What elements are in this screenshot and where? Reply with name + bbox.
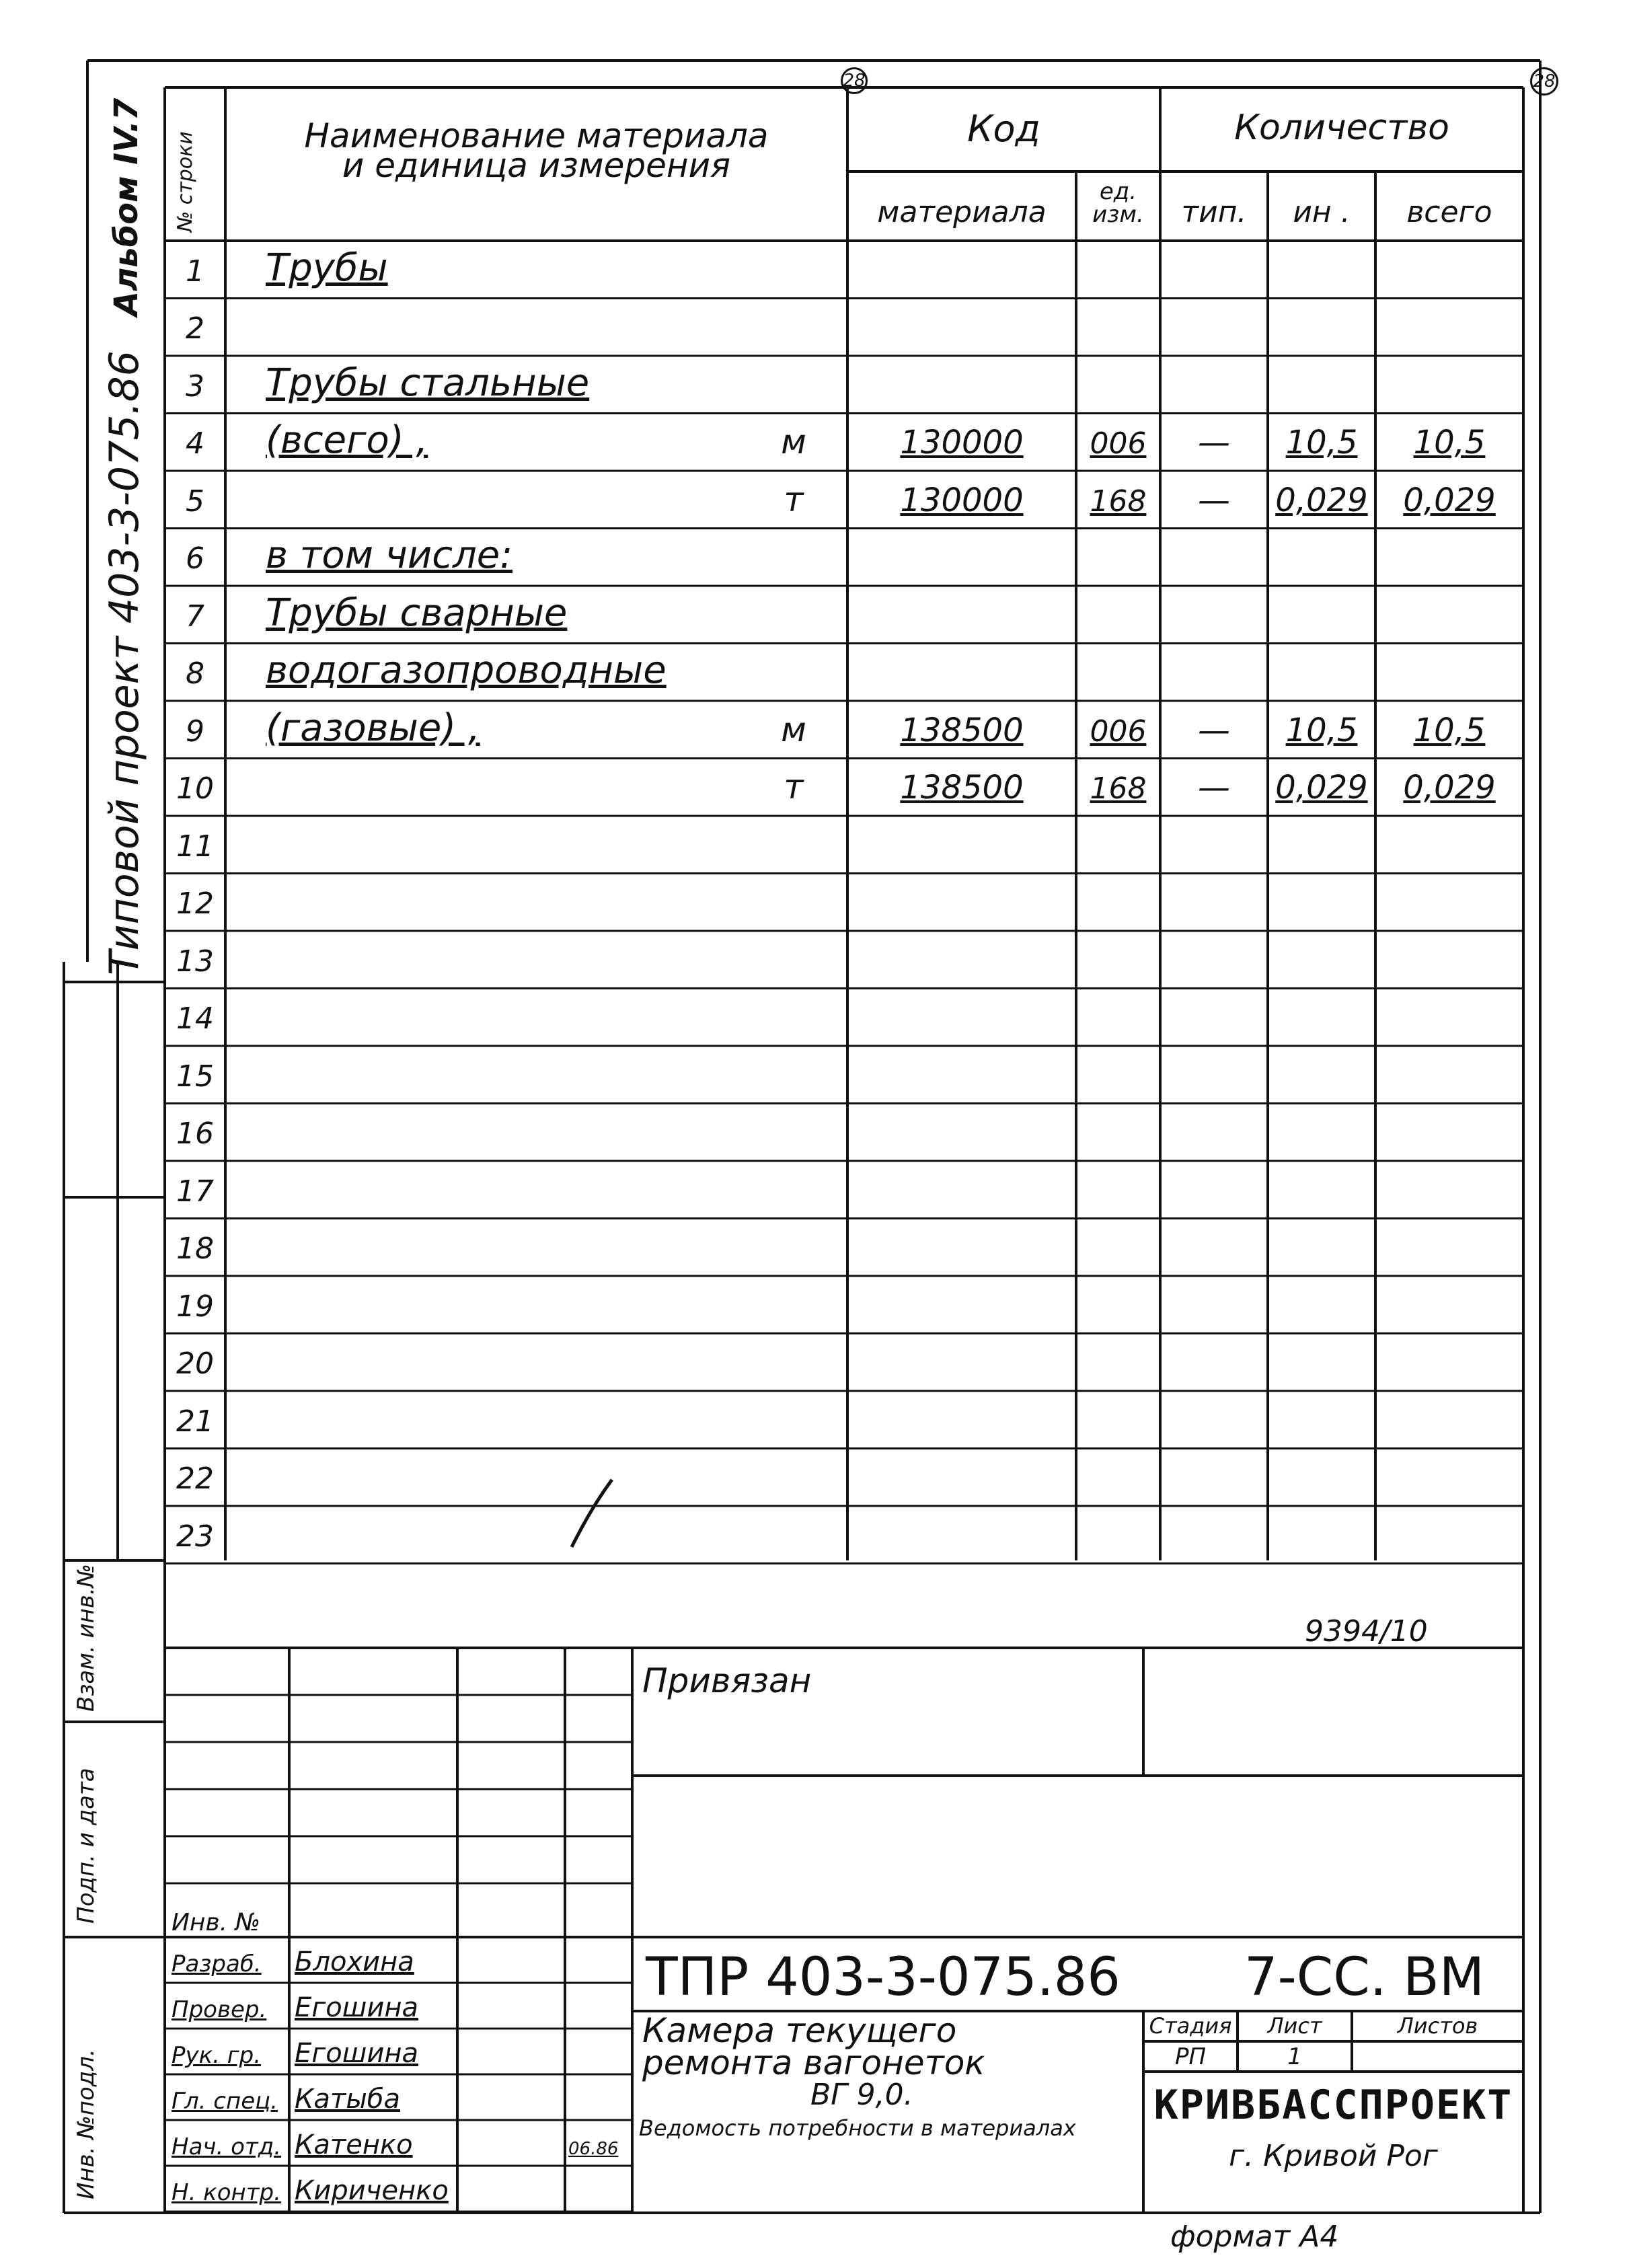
material-unit: м	[781, 422, 806, 461]
row-number: 10	[176, 771, 214, 806]
material-code: 138500	[900, 769, 1024, 806]
organization-name: КРИВБАССПРОЕКТ	[1153, 2082, 1513, 2129]
material-code: 138500	[900, 711, 1024, 749]
stamp-date-label: Подп. и дата	[73, 1768, 100, 1924]
document-title-line2: ремонта вагонеток	[642, 2043, 985, 2082]
row-number: 9	[186, 714, 204, 749]
stage-value: РП	[1174, 2043, 1207, 2070]
signer-name: Кириченко	[295, 2175, 449, 2206]
header-code-unit: ед. изм.	[1092, 178, 1144, 228]
qty-all: 10,5	[1413, 711, 1486, 749]
unit-code: 006	[1090, 426, 1147, 461]
row-number: 8	[186, 656, 204, 691]
row-number: 20	[176, 1347, 214, 1381]
stage-label: Стадия	[1149, 2013, 1232, 2039]
material-name: (всего) ,	[266, 418, 428, 462]
signer-name: Катенко	[295, 2129, 413, 2160]
row-number: 21	[176, 1404, 214, 1439]
material-name: водогазопроводные	[266, 648, 667, 692]
qty-typ: —	[1198, 769, 1230, 806]
qty-typ: —	[1198, 711, 1230, 749]
row-number: 14	[176, 1001, 214, 1036]
qty-all: 0,029	[1403, 769, 1496, 806]
document-name: Ведомость потребности в материалах	[639, 2115, 1076, 2141]
header-qty-typ: тип.	[1181, 195, 1247, 229]
row-number: 3	[186, 369, 204, 404]
row-number: 1	[186, 254, 204, 289]
signer-role: Разраб.	[172, 1951, 262, 1977]
row-number: 22	[176, 1462, 214, 1496]
material-code: 130000	[900, 424, 1024, 461]
signer-role: Провер.	[172, 1996, 267, 2023]
header-quantity: Количество	[1234, 108, 1449, 148]
row-number: 5	[186, 484, 204, 519]
row-number: 17	[176, 1174, 214, 1209]
material-name: в том числе:	[266, 533, 513, 577]
signer-date: 06.86	[568, 2139, 619, 2159]
album-label: Альбом IV.7	[108, 98, 145, 316]
sheet-code: 7-СС. ВМ	[1244, 1947, 1485, 2008]
organization-city: г. Кривой Рог	[1229, 2139, 1438, 2173]
row-number: 7	[186, 599, 204, 634]
document-title-line1: Камера текущего	[642, 2011, 957, 2050]
stamp-inv-label: Инв. №подл.	[73, 2049, 100, 2199]
qty-all: 10,5	[1413, 424, 1486, 461]
header-row-number: № строки	[174, 131, 197, 232]
material-unit: т	[784, 480, 804, 519]
pen-stroke-mark	[572, 1480, 612, 1547]
signer-name: Егошина	[295, 1992, 419, 2023]
row-number: 19	[176, 1289, 214, 1324]
unit-code: 168	[1090, 484, 1147, 519]
sheets-label: Листов	[1397, 2013, 1478, 2039]
material-unit: м	[781, 710, 806, 749]
qty-all: 0,029	[1403, 481, 1496, 519]
document-code: ТПР 403-3-075.86	[646, 1947, 1121, 2008]
qty-in: 0,029	[1275, 481, 1368, 519]
material-name: Трубы	[266, 245, 388, 290]
page-mark-corner-text: 28	[1533, 71, 1556, 91]
signer-role: Нач. отд.	[172, 2133, 282, 2160]
sheet-value: 1	[1287, 2043, 1302, 2070]
qty-in: 0,029	[1275, 769, 1368, 806]
document-title-line3: ВГ 9,0.	[810, 2078, 913, 2112]
privyazan-label: Привязан	[642, 1661, 812, 1700]
row-number: 18	[176, 1232, 214, 1266]
material-unit: т	[784, 767, 804, 806]
page-mark-top-text: 28	[843, 71, 866, 91]
signer-role: Н. контр.	[172, 2179, 281, 2206]
header-qty-all: всего	[1406, 195, 1492, 229]
inventory-number-label: Инв. №	[172, 1909, 261, 1936]
material-name: Трубы стальные	[266, 361, 590, 405]
row-number: 4	[186, 426, 204, 461]
header-name-line2: и единица измерения	[342, 146, 731, 185]
unit-code: 168	[1090, 771, 1147, 806]
row-number: 6	[186, 541, 204, 576]
material-code: 130000	[900, 481, 1024, 519]
format-label: формат А4	[1170, 2220, 1339, 2254]
signer-name: Егошина	[295, 2038, 419, 2069]
unit-code: 006	[1090, 714, 1147, 749]
row-number: 12	[176, 886, 214, 921]
sheet-label: Лист	[1267, 2013, 1322, 2039]
qty-typ: —	[1198, 424, 1230, 461]
row-number: 2	[186, 311, 204, 346]
qty-in: 10,5	[1285, 711, 1358, 749]
signer-role: Гл. спец.	[172, 2088, 278, 2115]
row-number: 11	[176, 829, 214, 864]
signer-name: Блохина	[295, 1946, 414, 1977]
material-name: (газовые) ,	[266, 706, 480, 750]
header-qty-in: ин .	[1293, 195, 1351, 229]
signer-role: Рук. гр.	[172, 2042, 262, 2069]
material-name: Трубы сварные	[266, 591, 568, 635]
row-number: 23	[176, 1519, 214, 1554]
header-code-material: материала	[877, 195, 1047, 229]
signer-name: Катыба	[295, 2084, 400, 2115]
header-name-line1: Наименование материала	[304, 116, 769, 155]
stamp-replace-label: Взам. инв.№	[73, 1563, 100, 1712]
sheet-number: 9394/10	[1305, 1614, 1428, 1649]
project-label: Типовой проект 403-3-075.86	[101, 350, 148, 975]
qty-in: 10,5	[1285, 424, 1358, 461]
qty-typ: —	[1198, 481, 1230, 519]
row-number: 13	[176, 944, 214, 979]
row-number: 16	[176, 1117, 214, 1151]
header-code: Код	[967, 108, 1040, 150]
row-number: 15	[176, 1059, 214, 1094]
